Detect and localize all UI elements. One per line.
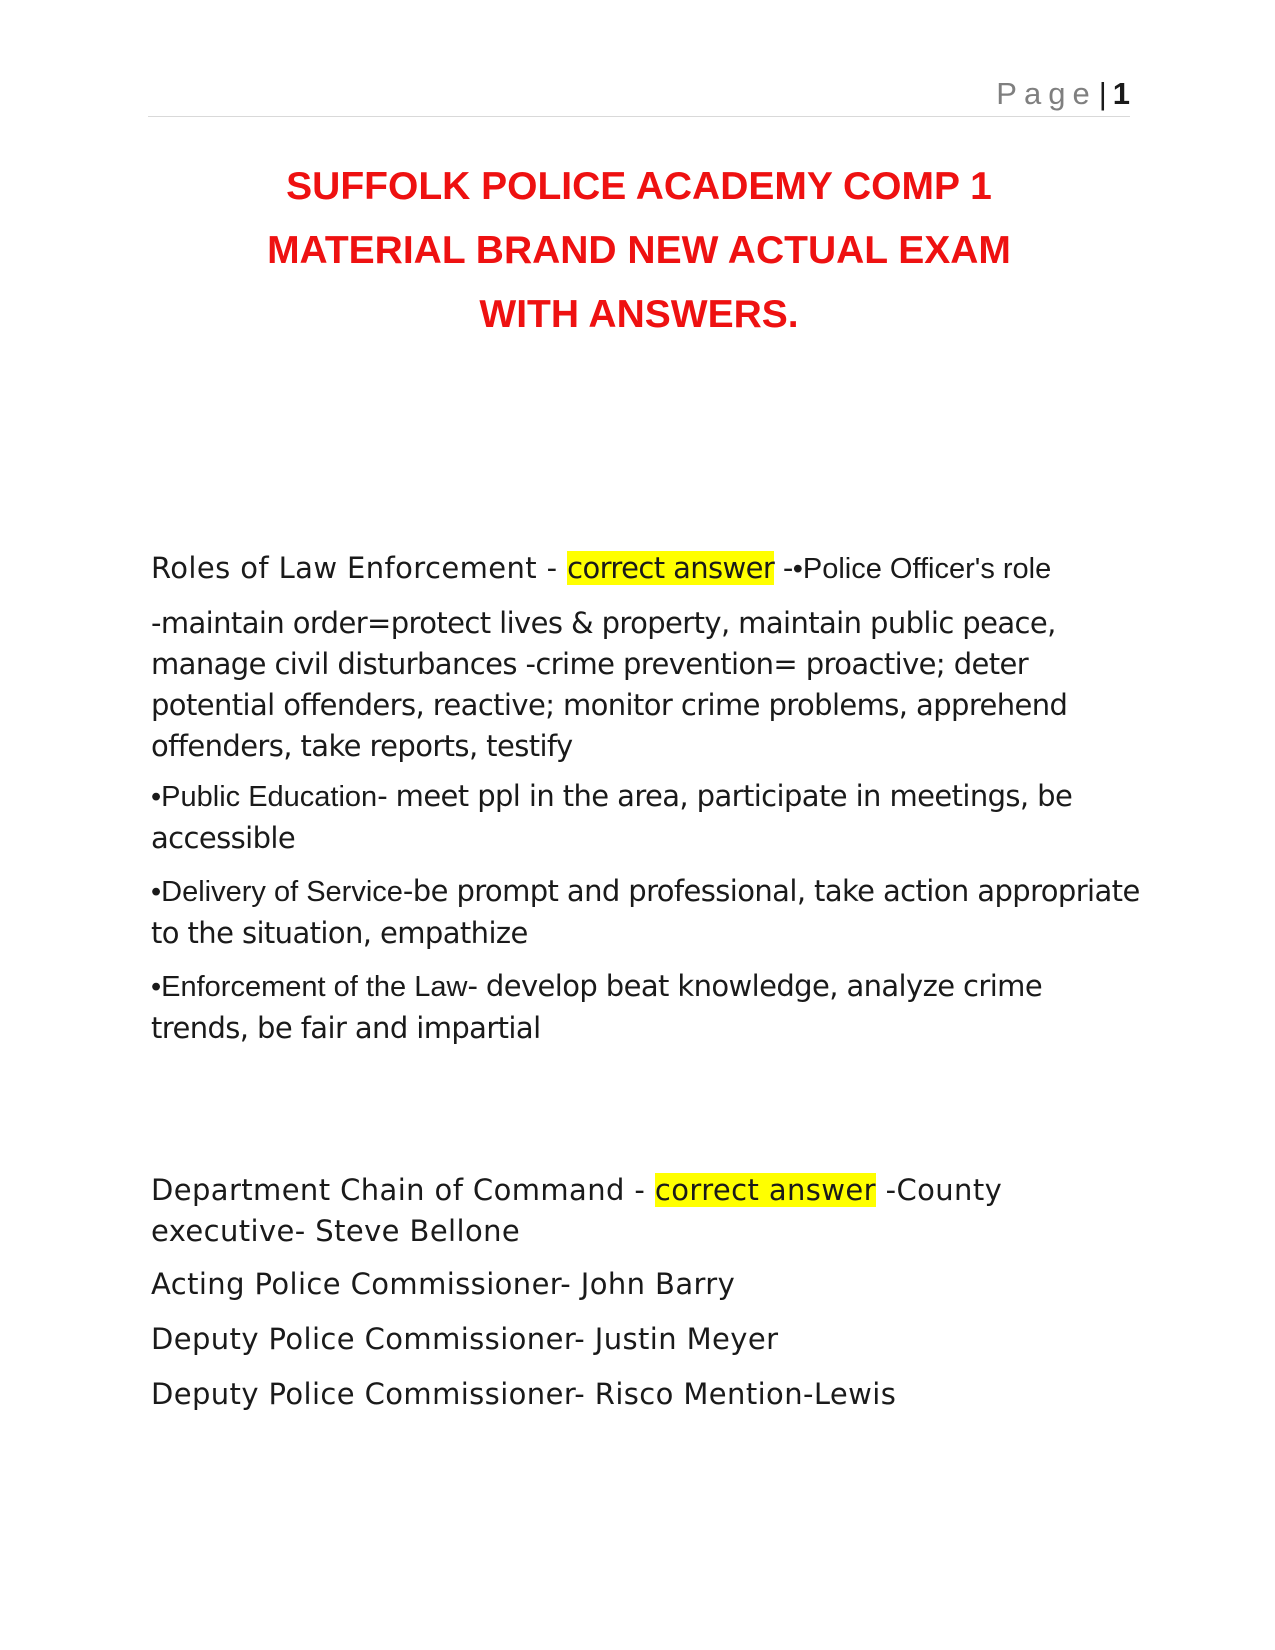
page-word: Page bbox=[996, 76, 1097, 111]
bullet-heading: •Delivery of Service bbox=[151, 876, 403, 908]
chain-line-acting-commissioner: Acting Police Commissioner- John Barry bbox=[151, 1267, 736, 1301]
chain-line-deputy-commissioner-meyer: Deputy Police Commissioner- Justin Meyer bbox=[151, 1322, 779, 1356]
answer-paragraph-maintain-order: -maintain order=protect lives & property, maintain public peace, manage civil disturbances -crime prevention= proactive; deter potential offenders, reactive; monitor crime problems, apprehend offenders, take reports, testify bbox=[151, 606, 1068, 763]
bullet-body: -be prompt and professional, take action appropriate to the situation, empathize bbox=[151, 874, 1140, 950]
bullet-delivery-of-service bbox=[151, 871, 1141, 954]
bullet-heading: •Enforcement of the Law bbox=[151, 971, 468, 1003]
question-text: Department Chain of Command - bbox=[151, 1173, 655, 1207]
title-line-1: SUFFOLK POLICE ACADEMY COMP 1 bbox=[286, 165, 992, 208]
bullet-public-education bbox=[151, 776, 1141, 859]
page-number-label bbox=[996, 76, 1130, 112]
bullet-heading: •Public Education bbox=[151, 781, 378, 813]
answer-dash: - bbox=[774, 551, 793, 585]
chain-line-deputy-commissioner-mention-lewis: Deputy Police Commissioner- Risco Mention-Lewis bbox=[151, 1377, 897, 1411]
answer-start: •Police Officer's role bbox=[792, 553, 1052, 585]
page-separator: | bbox=[1098, 76, 1107, 111]
correct-answer-highlight: correct answer bbox=[567, 551, 775, 585]
title-line-2: MATERIAL BRAND NEW ACTUAL EXAM bbox=[267, 229, 1011, 272]
bullet-body: - meet ppl in the area, participate in meetings, be accessible bbox=[151, 779, 1073, 855]
title-line-3: WITH ANSWERS. bbox=[479, 293, 799, 336]
bullet-enforcement-of-the-law bbox=[151, 966, 1141, 1049]
page-header bbox=[148, 72, 1130, 117]
question-roles-of-law-enforcement bbox=[151, 548, 1141, 590]
answer-text: -County executive- Steve Bellone bbox=[151, 1173, 1003, 1248]
question-text: Roles of Law Enforcement - bbox=[151, 551, 568, 585]
question-department-chain-of-command bbox=[151, 1170, 1141, 1252]
document-title bbox=[148, 155, 1130, 347]
correct-answer-highlight: correct answer bbox=[654, 1173, 876, 1207]
bullet-body: - develop beat knowledge, analyze crime trends, be fair and impartial bbox=[151, 969, 1043, 1045]
page-number: 1 bbox=[1112, 76, 1130, 111]
